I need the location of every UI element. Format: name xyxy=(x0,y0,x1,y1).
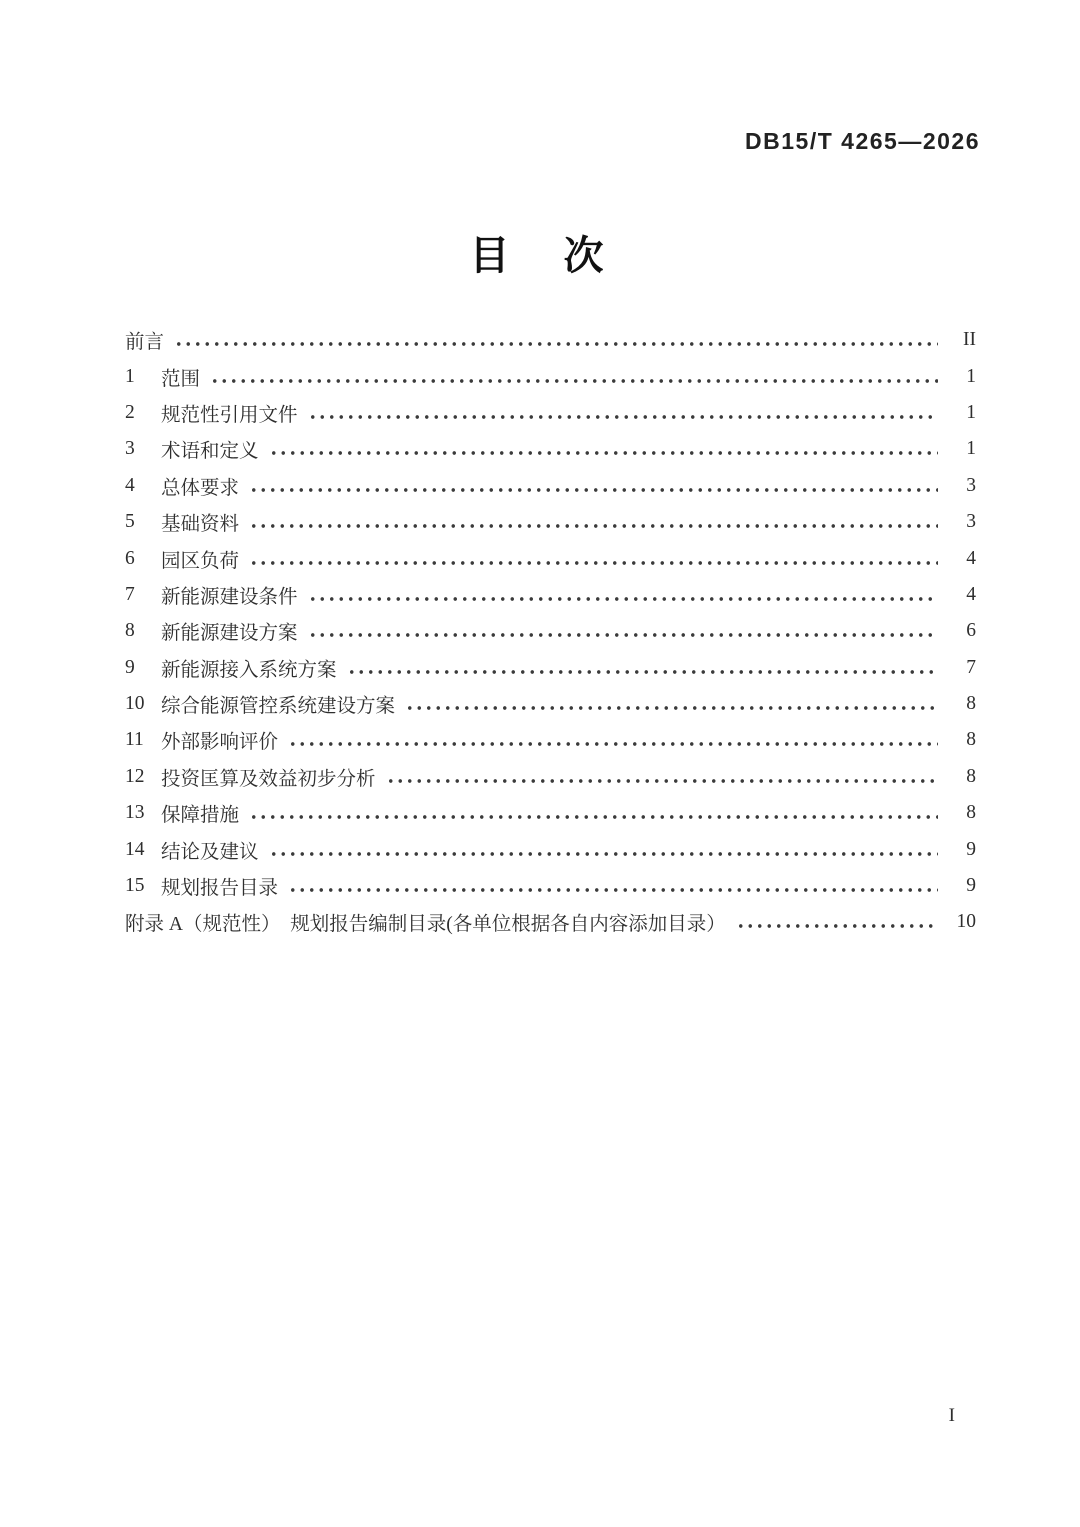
toc-entry xyxy=(125,613,976,649)
toc-entry-page: 3 xyxy=(966,474,976,496)
toc-entry xyxy=(125,686,976,722)
toc-leader-dots xyxy=(269,832,938,868)
footer-page-number: I xyxy=(948,1405,955,1426)
toc-entry-label: 总体要求 xyxy=(161,477,240,499)
toc-entry-number: 9 xyxy=(125,656,135,678)
toc-entry xyxy=(125,322,976,358)
toc-entry-label: 保障措施 xyxy=(161,805,240,827)
toc-entry-page: 1 xyxy=(966,365,976,387)
toc-leader-dots xyxy=(249,504,938,540)
toc-entry-page: 9 xyxy=(966,838,976,860)
toc-leader-dots xyxy=(308,395,938,431)
toc-entry-label: 基础资料 xyxy=(161,514,240,536)
toc-leader-dots xyxy=(288,722,938,758)
toc-entry-label: 新能源接入系统方案 xyxy=(161,659,337,681)
toc-leader-dots xyxy=(288,868,938,904)
doc-header xyxy=(745,128,980,155)
toc-entry xyxy=(125,868,976,904)
toc-entry-page: 4 xyxy=(966,583,976,605)
toc-leader-dots xyxy=(386,759,938,795)
toc-leader-dots xyxy=(174,322,938,358)
toc-entry-label: 规划报告目录 xyxy=(161,878,279,900)
toc-entry-number: 8 xyxy=(125,620,135,642)
toc-entry-label: 范围 xyxy=(161,368,201,390)
toc-entry-label: 园区负荷 xyxy=(161,550,240,572)
toc-leader-dots xyxy=(249,541,938,577)
toc-entry-label: 新能源建设方案 xyxy=(161,623,298,645)
toc-entry-number: 15 xyxy=(125,875,145,897)
toc-leader-dots xyxy=(308,577,938,613)
toc-entry xyxy=(125,540,976,576)
toc-entry-number: 13 xyxy=(125,802,145,824)
toc-entry-label: 规范性引用文件 xyxy=(161,404,298,426)
toc-entry-page: 8 xyxy=(966,802,976,824)
page-title: 目 次 xyxy=(469,234,611,278)
toc-entry-number: 14 xyxy=(125,838,145,860)
toc-entry xyxy=(125,831,976,867)
toc-entry-page: 3 xyxy=(966,511,976,533)
toc-entry-page: 6 xyxy=(966,620,976,642)
toc-entry xyxy=(125,395,976,431)
toc-entry xyxy=(125,504,976,540)
doc-footer xyxy=(949,1405,955,1427)
toc-entry-page: 4 xyxy=(966,547,976,569)
toc-entry-number: 12 xyxy=(125,765,145,787)
toc-entry-page: 8 xyxy=(966,729,976,751)
toc-entry-label: 附录 A（规范性） 规划报告编制目录(各单位根据各自内容添加目录） xyxy=(125,914,726,936)
toc-entry-page: 1 xyxy=(966,438,976,460)
toc-entry-label: 结论及建议 xyxy=(161,841,259,863)
toc-entry-number: 11 xyxy=(125,729,144,751)
toc-entry-page: 8 xyxy=(966,765,976,787)
toc-entry-number: 5 xyxy=(125,511,135,533)
toc-list xyxy=(125,322,976,941)
toc-entry xyxy=(125,468,976,504)
toc-entry-label: 新能源建设条件 xyxy=(161,586,298,608)
toc-entry-label: 综合能源管控系统建设方案 xyxy=(161,696,396,718)
toc-entry xyxy=(125,431,976,467)
toc-leader-dots xyxy=(210,359,938,395)
toc-leader-dots xyxy=(736,904,938,940)
toc-leader-dots xyxy=(249,468,938,504)
toc-entry xyxy=(125,904,976,940)
toc-leader-dots xyxy=(269,431,938,467)
toc-entry-number: 4 xyxy=(125,474,135,496)
doc-number: DB15/T 4265—2026 xyxy=(745,128,980,154)
toc-entry xyxy=(125,358,976,394)
toc-entry xyxy=(125,722,976,758)
toc-entry-number: 6 xyxy=(125,547,135,569)
toc-entry-page: 1 xyxy=(966,401,976,423)
toc-entry-number: 1 xyxy=(125,365,135,387)
toc-entry-number: 7 xyxy=(125,583,135,605)
toc-entry-label: 外部影响评价 xyxy=(161,732,279,754)
toc-entry-page: 8 xyxy=(966,693,976,715)
toc-entry xyxy=(125,577,976,613)
toc-entry-label: 投资匡算及效益初步分析 xyxy=(161,768,376,790)
toc-entry-number: 2 xyxy=(125,401,135,423)
toc-entry-page: 7 xyxy=(966,656,976,678)
toc-leader-dots xyxy=(347,650,938,686)
toc-entry-number: 3 xyxy=(125,438,135,460)
toc-leader-dots xyxy=(249,795,938,831)
toc-entry xyxy=(125,650,976,686)
toc-entry xyxy=(125,795,976,831)
toc-leader-dots xyxy=(405,686,938,722)
toc-entry-label: 前言 xyxy=(125,332,165,354)
toc-entry-page: II xyxy=(963,329,976,351)
toc-entry-label: 术语和定义 xyxy=(161,441,259,463)
toc-entry-number: 10 xyxy=(125,693,145,715)
toc-leader-dots xyxy=(308,613,938,649)
toc-entry xyxy=(125,759,976,795)
toc-entry-page: 10 xyxy=(956,911,976,933)
toc-entry-page: 9 xyxy=(966,875,976,897)
